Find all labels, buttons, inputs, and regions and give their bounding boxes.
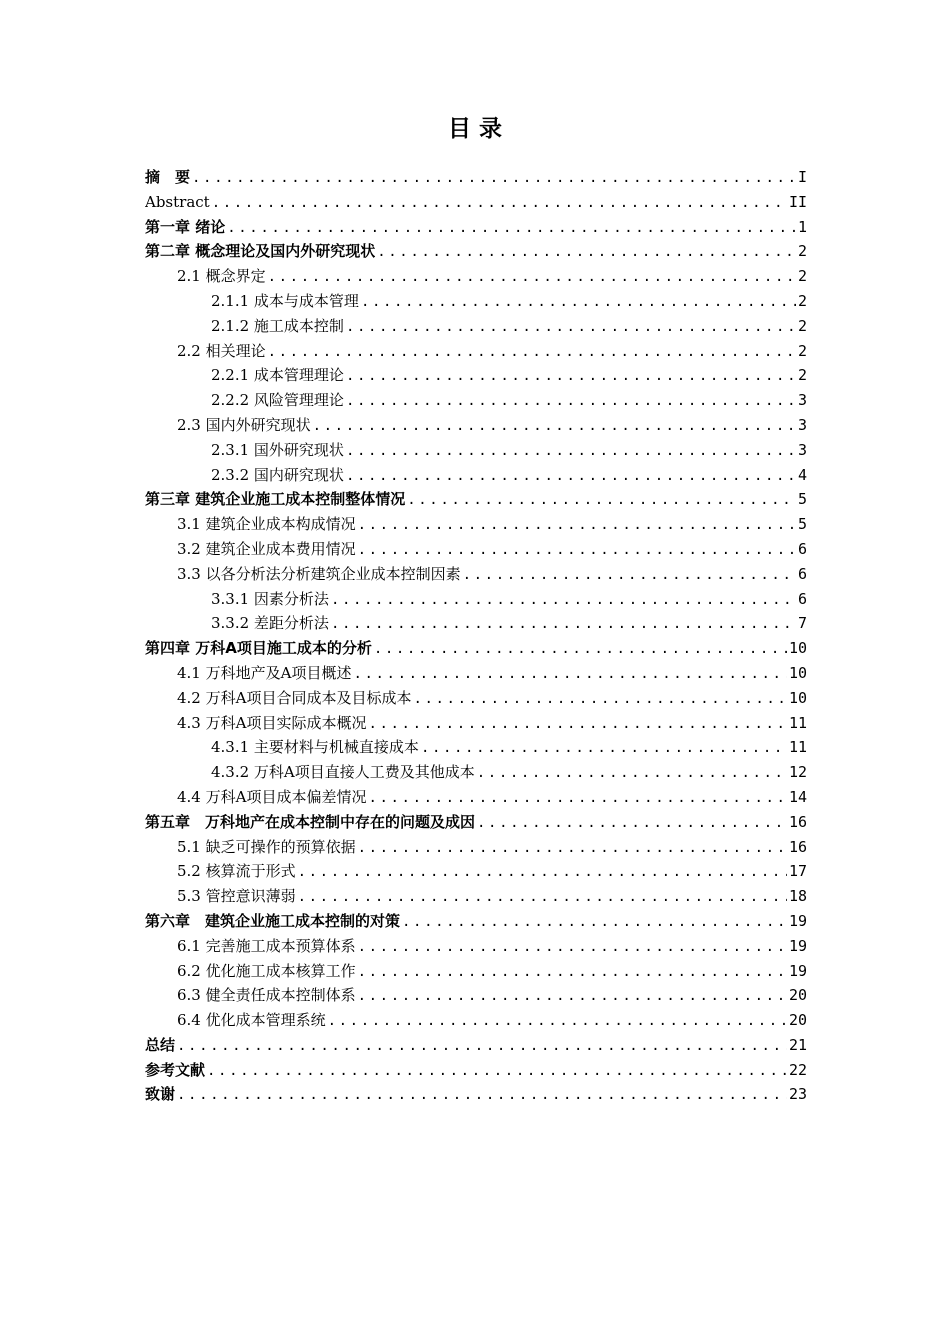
dot-leader xyxy=(346,389,796,413)
dot-leader xyxy=(368,786,786,810)
toc-entry[interactable] xyxy=(145,314,807,339)
toc-entry-page-number: 1 xyxy=(797,217,807,236)
toc-entry-title: 3.2 建筑企业成本费用情况 xyxy=(177,539,356,558)
toc-entry-page-number: 5 xyxy=(797,490,807,509)
toc-entry[interactable] xyxy=(145,264,807,289)
toc-entry-page-number: 10 xyxy=(788,663,807,682)
dot-leader xyxy=(374,637,787,661)
toc-entry-page-number: 22 xyxy=(788,1060,807,1079)
toc-entry-title: 第六章 建筑企业施工成本控制的对策 xyxy=(145,911,401,930)
toc-entry-title: 4.3 万科A项目实际成本概况 xyxy=(177,713,367,732)
toc-entry-title: 2.1.1 成本与成本管理 xyxy=(211,291,359,310)
toc-entry-page-number: 16 xyxy=(788,812,807,831)
toc-entry[interactable] xyxy=(145,363,807,388)
toc-entry[interactable] xyxy=(145,438,807,463)
toc-entry-page-number: 11 xyxy=(788,738,807,757)
toc-entry-page-number: 17 xyxy=(788,862,807,881)
dot-leader xyxy=(421,736,787,760)
dot-leader xyxy=(268,265,796,289)
toc-entry-title: 6.2 优化施工成本核算工作 xyxy=(177,961,356,980)
dot-leader xyxy=(407,488,796,512)
dot-leader xyxy=(463,563,796,587)
toc-entry-page-number: 14 xyxy=(788,787,807,806)
toc-entry-title: 5.3 管控意识薄弱 xyxy=(177,887,296,906)
toc-entry[interactable] xyxy=(145,1033,807,1058)
toc-entry-page-number: 6 xyxy=(797,564,807,583)
toc-entry-page-number: 7 xyxy=(797,614,807,633)
toc-entry-page-number: 21 xyxy=(788,1035,807,1054)
dot-leader xyxy=(177,1034,787,1058)
toc-entry-page-number: 6 xyxy=(797,539,807,558)
toc-entry-page-number: I xyxy=(797,168,807,186)
toc-entry[interactable] xyxy=(145,487,807,512)
toc-entry[interactable] xyxy=(145,934,807,959)
toc-entry-title: 4.2 万科A项目合同成本及目标成本 xyxy=(177,688,412,707)
toc-entry-page-number: II xyxy=(788,192,807,211)
toc-entry[interactable] xyxy=(145,388,807,413)
toc-entry-page-number: 5 xyxy=(797,515,807,534)
dot-leader xyxy=(358,984,787,1008)
toc-entry-title: 2.2.1 成本管理理论 xyxy=(211,366,344,385)
toc-entry-page-number: 2 xyxy=(797,366,807,385)
toc-entry-page-number: 12 xyxy=(788,763,807,782)
toc-entry-page-number: 4 xyxy=(797,465,807,484)
toc-entry[interactable] xyxy=(145,785,807,810)
toc-entry-title: 4.1 万科地产及A项目概述 xyxy=(177,663,352,682)
dot-leader xyxy=(358,960,787,984)
toc-entry-page-number: 16 xyxy=(788,837,807,856)
toc-entry-title: 4.3.1 主要材料与机械直接成本 xyxy=(211,738,419,757)
toc-entry-page-number: 2 xyxy=(797,267,807,286)
dot-leader xyxy=(177,1083,787,1107)
dot-leader xyxy=(331,588,796,612)
toc-entry-page-number: 2 xyxy=(797,291,807,310)
toc-entry-page-number: 10 xyxy=(788,688,807,707)
toc-entry[interactable] xyxy=(145,1082,807,1107)
toc-entry-title: 3.3.1 因素分析法 xyxy=(211,589,329,608)
dot-leader xyxy=(227,216,796,240)
toc-entry-page-number: 2 xyxy=(797,242,807,261)
toc-entry-title: 5.2 核算流于形式 xyxy=(177,862,296,881)
toc-entry-title: 第三章 建筑企业施工成本控制整体情况 xyxy=(145,490,406,509)
dot-leader xyxy=(346,315,796,339)
toc-entry[interactable] xyxy=(145,215,807,240)
toc-entry-title: 6.3 健全责任成本控制体系 xyxy=(177,986,356,1005)
toc-entry-title: 第一章 绪论 xyxy=(145,217,226,236)
dot-leader xyxy=(298,885,787,909)
toc-entry-page-number: 2 xyxy=(797,341,807,360)
toc-entry[interactable] xyxy=(145,859,807,884)
toc-entry[interactable] xyxy=(145,810,807,835)
toc-entry[interactable] xyxy=(145,686,807,711)
toc-entry[interactable] xyxy=(145,661,807,686)
toc-entry-page-number: 10 xyxy=(788,639,807,658)
table-of-contents xyxy=(145,165,807,1107)
toc-entry-title: Abstract xyxy=(145,192,210,211)
toc-entry-title: 2.1.2 施工成本控制 xyxy=(211,316,344,335)
dot-leader xyxy=(346,364,796,388)
toc-entry-title: 第二章 概念理论及国内外研究现状 xyxy=(145,242,376,261)
toc-entry[interactable] xyxy=(145,562,807,587)
dot-leader xyxy=(346,439,796,463)
toc-entry[interactable] xyxy=(145,835,807,860)
dot-leader xyxy=(361,290,796,314)
toc-entry-page-number: 6 xyxy=(797,589,807,608)
toc-entry[interactable] xyxy=(145,587,807,612)
page-title: 目 录 xyxy=(447,116,502,142)
toc-entry-title: 6.1 完善施工成本预算体系 xyxy=(177,936,356,955)
toc-entry-page-number: 19 xyxy=(788,961,807,980)
toc-entry-page-number: 20 xyxy=(788,1011,807,1030)
toc-entry-title: 致谢 xyxy=(145,1085,176,1104)
toc-entry-title: 3.3 以各分析法分析建筑企业成本控制因素 xyxy=(177,564,461,583)
toc-entry[interactable] xyxy=(145,760,807,785)
dot-leader xyxy=(346,464,796,488)
toc-entry[interactable] xyxy=(145,512,807,537)
dot-leader xyxy=(377,240,796,264)
dot-leader xyxy=(368,712,786,736)
dot-leader xyxy=(358,836,787,860)
toc-entry-title: 6.4 优化成本管理系统 xyxy=(177,1011,326,1030)
toc-entry[interactable] xyxy=(145,463,807,488)
dot-leader xyxy=(358,935,787,959)
toc-entry[interactable] xyxy=(145,884,807,909)
dot-leader xyxy=(413,687,786,711)
dot-leader xyxy=(313,414,796,438)
toc-entry[interactable] xyxy=(145,239,807,264)
toc-entry-page-number: 23 xyxy=(788,1085,807,1104)
dot-leader xyxy=(207,1059,787,1083)
dot-leader xyxy=(402,910,787,934)
toc-entry[interactable] xyxy=(145,611,807,636)
toc-entry-page-number: 3 xyxy=(797,415,807,434)
toc-entry-title: 3.3.2 差距分析法 xyxy=(211,614,329,633)
toc-entry[interactable] xyxy=(145,711,807,736)
toc-entry[interactable] xyxy=(145,413,807,438)
toc-entry-page-number: 11 xyxy=(788,713,807,732)
toc-entry-page-number: 19 xyxy=(788,911,807,930)
toc-entry[interactable] xyxy=(145,165,807,190)
toc-entry-title: 2.1 概念界定 xyxy=(177,267,266,286)
toc-entry-title: 第四章 万科A项目施工成本的分析 xyxy=(145,639,372,658)
toc-entry[interactable] xyxy=(145,339,807,364)
dot-leader xyxy=(268,340,796,364)
dot-leader xyxy=(477,761,787,785)
toc-entry-page-number: 2 xyxy=(797,316,807,335)
toc-entry-title: 2.3 国内外研究现状 xyxy=(177,415,311,434)
toc-entry-title: 2.3.2 国内研究现状 xyxy=(211,465,344,484)
dot-leader xyxy=(358,513,796,537)
toc-entry-title: 4.4 万科A项目成本偏差情况 xyxy=(177,787,367,806)
toc-entry-page-number: 18 xyxy=(788,887,807,906)
toc-entry[interactable] xyxy=(145,289,807,314)
toc-entry[interactable] xyxy=(145,983,807,1008)
toc-entry[interactable] xyxy=(145,537,807,562)
toc-entry-title: 5.1 缺乏可操作的预算依据 xyxy=(177,837,356,856)
toc-entry-title: 2.2.2 风险管理理论 xyxy=(211,391,344,410)
dot-leader xyxy=(353,662,786,686)
dot-leader xyxy=(212,191,787,215)
toc-entry-title: 总结 xyxy=(145,1035,176,1054)
toc-entry[interactable] xyxy=(145,959,807,984)
toc-entry-title: 第五章 万科地产在成本控制中存在的问题及成因 xyxy=(145,812,476,831)
toc-entry-title: 2.2 相关理论 xyxy=(177,341,266,360)
toc-entry-title: 摘 要 xyxy=(145,168,191,186)
toc-entry-page-number: 20 xyxy=(788,986,807,1005)
toc-entry-page-number: 19 xyxy=(788,936,807,955)
toc-entry-page-number: 3 xyxy=(797,391,807,410)
toc-entry[interactable] xyxy=(145,909,807,934)
dot-leader xyxy=(477,811,787,835)
toc-entry-title: 4.3.2 万科A项目直接人工费及其他成本 xyxy=(211,763,475,782)
dot-leader xyxy=(331,612,796,636)
toc-entry-title: 参考文献 xyxy=(145,1060,206,1079)
toc-entry[interactable] xyxy=(145,1008,807,1033)
toc-entry[interactable] xyxy=(145,190,807,215)
dot-leader xyxy=(328,1009,787,1033)
toc-entry[interactable] xyxy=(145,1058,807,1083)
toc-entry-title: 2.3.1 国外研究现状 xyxy=(211,440,344,459)
dot-leader xyxy=(192,166,796,190)
dot-leader xyxy=(298,860,787,884)
toc-entry-page-number: 3 xyxy=(797,440,807,459)
toc-entry-title: 3.1 建筑企业成本构成情况 xyxy=(177,515,356,534)
dot-leader xyxy=(358,538,796,562)
toc-entry[interactable] xyxy=(145,636,807,661)
toc-entry[interactable] xyxy=(145,735,807,760)
